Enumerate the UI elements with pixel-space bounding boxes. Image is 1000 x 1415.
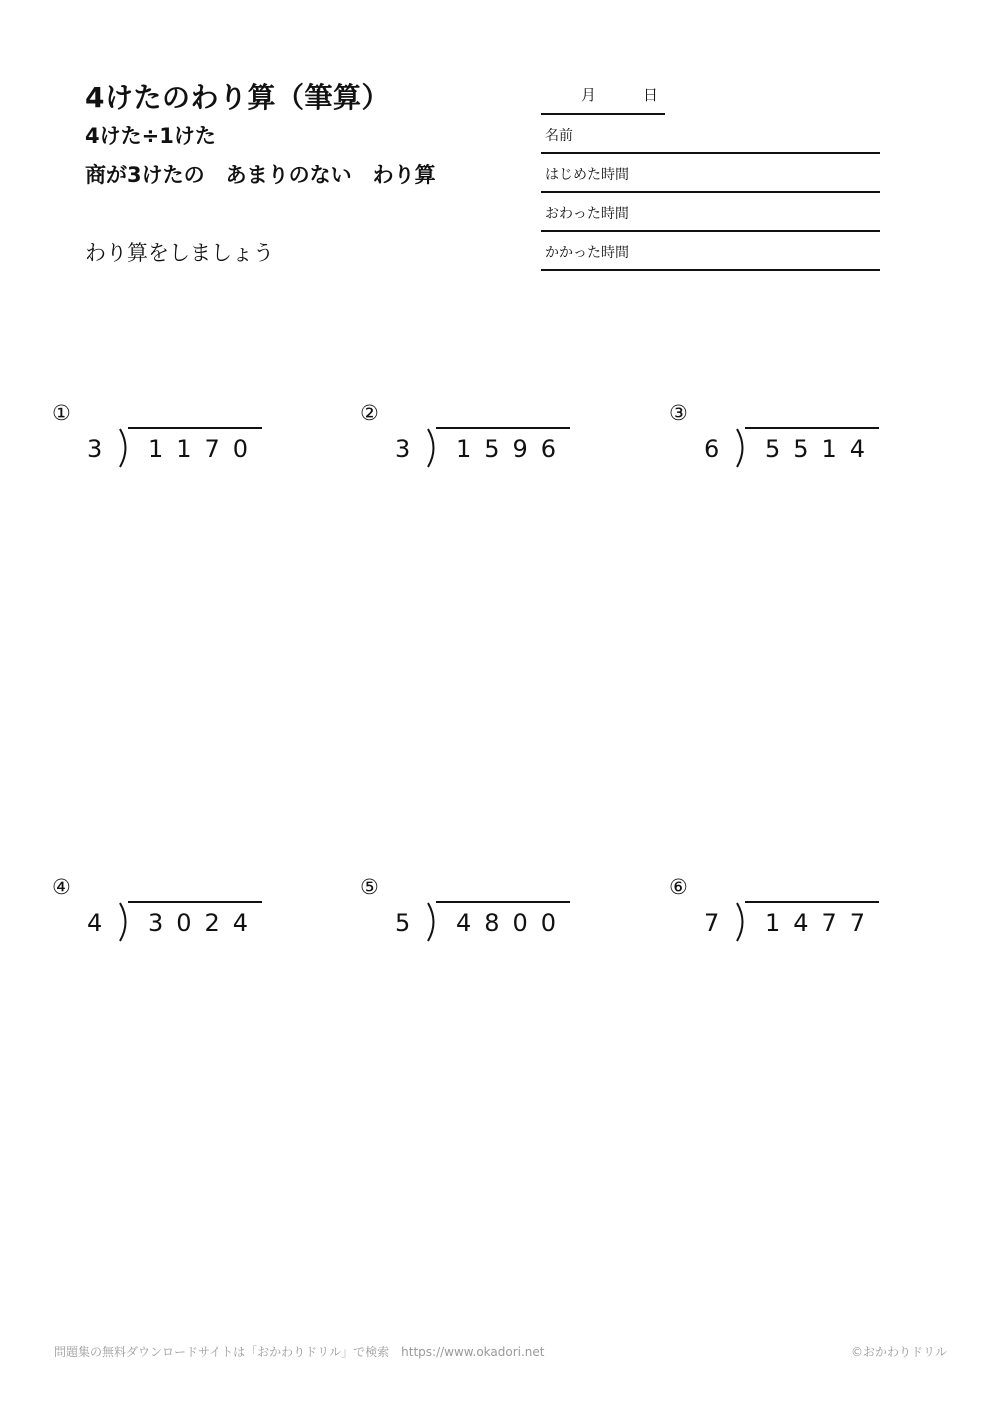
problem-6 <box>669 875 909 955</box>
problem-3 <box>669 401 909 481</box>
divisor: 7 <box>704 909 720 937</box>
problem-4 <box>52 875 292 955</box>
problem-5 <box>360 875 600 955</box>
problem-number: ① <box>52 401 71 425</box>
division-bracket <box>733 902 749 942</box>
division-line <box>128 427 262 429</box>
division-line <box>745 901 879 903</box>
problem-number: ⑥ <box>669 875 688 899</box>
page-title: 4けたのわり算（筆算） <box>85 81 390 114</box>
instruction-text: わり算をしましょう <box>85 241 274 265</box>
dividend: 1170 <box>148 435 262 463</box>
date-field[interactable] <box>541 84 665 115</box>
footer-copyright: ©おかわりドリル <box>851 1345 948 1359</box>
division-line <box>436 901 570 903</box>
division-line <box>745 427 879 429</box>
problem-2 <box>360 401 600 481</box>
division-line <box>436 427 570 429</box>
subtitle-digits: 4けた÷1けた <box>85 124 216 148</box>
dividend: 4800 <box>456 909 570 937</box>
division-bracket <box>116 428 132 468</box>
end-time-label: おわった時間 <box>545 206 629 222</box>
division-line <box>128 901 262 903</box>
elapsed-time-label: かかった時間 <box>545 245 629 261</box>
end-time-field[interactable] <box>541 193 880 232</box>
dividend: 3024 <box>148 909 262 937</box>
problem-number: ⑤ <box>360 875 379 899</box>
problem-number: ③ <box>669 401 688 425</box>
start-time-label: はじめた時間 <box>545 167 629 183</box>
name-field[interactable] <box>541 115 880 154</box>
dividend: 5514 <box>765 435 879 463</box>
divisor: 5 <box>395 909 411 937</box>
month-label: 月 <box>581 86 597 104</box>
problem-number: ④ <box>52 875 71 899</box>
elapsed-time-field[interactable] <box>541 232 880 271</box>
division-bracket <box>733 428 749 468</box>
start-time-field[interactable] <box>541 154 880 193</box>
division-bracket <box>424 902 440 942</box>
subtitle-condition: 商が3けたの あまりのない わり算 <box>85 163 436 187</box>
problem-number: ② <box>360 401 379 425</box>
problem-1 <box>52 401 292 481</box>
name-label: 名前 <box>545 128 573 144</box>
divisor: 6 <box>704 435 720 463</box>
day-label: 日 <box>643 86 659 104</box>
dividend: 1596 <box>456 435 570 463</box>
divisor: 3 <box>87 435 103 463</box>
division-bracket <box>116 902 132 942</box>
divisor: 4 <box>87 909 103 937</box>
division-bracket <box>424 428 440 468</box>
divisor: 3 <box>395 435 411 463</box>
footer-site-note: 問題集の無料ダウンロードサイトは「おかわりドリル」で検索 https://www.okadori.net <box>54 1345 545 1359</box>
dividend: 1477 <box>765 909 879 937</box>
